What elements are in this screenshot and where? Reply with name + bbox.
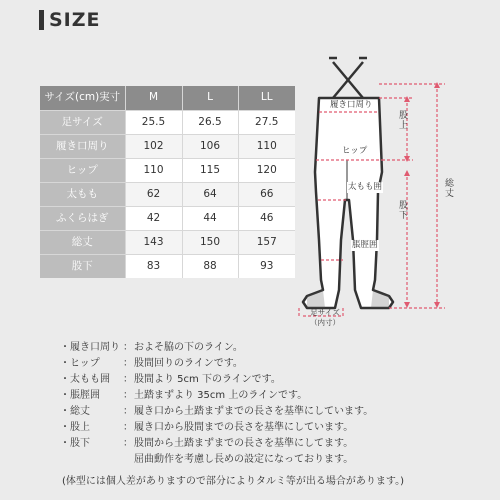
label-opening: 履き口周り	[330, 100, 373, 110]
size-table-row-label: 太もも	[40, 182, 125, 206]
size-table-cell: 62	[125, 182, 182, 206]
size-table-cell: 102	[125, 134, 182, 158]
label-total: 総丈	[443, 178, 453, 198]
size-table-cell: 115	[182, 158, 238, 182]
note-item	[60, 404, 490, 420]
note-extra: 屈曲動作を考慮し長めの設定になっております。	[134, 454, 354, 465]
size-table-column-header: M	[125, 86, 182, 110]
size-table-column-header: L	[182, 86, 238, 110]
size-table-row	[40, 230, 295, 254]
label-thigh: 太もも囲	[348, 182, 383, 192]
size-table-cell: 66	[238, 182, 295, 206]
wader-body-outline	[303, 98, 393, 308]
note-item	[60, 372, 490, 388]
note-colon: ：	[123, 374, 133, 385]
dimension-lines	[407, 84, 437, 306]
note-term: ・太もも囲	[60, 374, 110, 385]
size-table-cell: 150	[182, 230, 238, 254]
note-text: 履き口から股間までの長さを基準にしています。	[134, 422, 354, 433]
note-text: 股間から土踏まずまでの長さを基準にしてます。	[134, 438, 354, 449]
size-table-cell: 157	[238, 230, 295, 254]
label-inseam: 股下	[397, 200, 407, 220]
size-table-header-row	[40, 86, 295, 110]
note-term: ・ヒップ	[60, 358, 100, 369]
note-item	[60, 436, 490, 452]
size-table-row-label: 足サイズ	[40, 110, 125, 134]
note-colon: ：	[123, 406, 133, 417]
size-table-cell: 46	[238, 206, 295, 230]
size-table-cell: 143	[125, 230, 182, 254]
size-table-corner: サイズ(cm)実寸	[40, 86, 125, 110]
size-table-row-label: ヒップ	[40, 158, 125, 182]
note-item	[60, 420, 490, 436]
size-table-cell: 88	[182, 254, 238, 278]
suspender-straps	[329, 58, 367, 98]
size-table-cell: 120	[238, 158, 295, 182]
wader-illustration	[285, 40, 485, 340]
size-table-row	[40, 158, 295, 182]
note-colon: ：	[123, 358, 133, 369]
label-calf: 脹脛囲	[352, 240, 378, 250]
size-table-row	[40, 206, 295, 230]
note-text: およそ脇の下のライン。	[134, 342, 243, 353]
size-table-row-label: 履き口周り	[40, 134, 125, 158]
size-table-cell: 83	[125, 254, 182, 278]
note-term: ・総丈	[60, 406, 90, 417]
label-hip: ヒップ	[342, 146, 368, 156]
size-table-row	[40, 110, 295, 134]
note-colon: ：	[123, 390, 133, 401]
measurement-notes	[60, 340, 490, 468]
size-table-cell: 110	[238, 134, 295, 158]
header-accent-bar	[39, 10, 44, 30]
page-title: SIZE	[49, 9, 101, 31]
size-table-row-label: 股下	[40, 254, 125, 278]
note-colon: ：	[123, 438, 133, 449]
size-table-cell: 25.5	[125, 110, 182, 134]
note-term: ・履き口周り	[60, 342, 120, 353]
size-table-column-header: LL	[238, 86, 295, 110]
note-text: 土踏まずより 35cm 上のラインです。	[134, 390, 308, 401]
dimension-arrows	[404, 82, 440, 308]
note-term: ・脹脛囲	[60, 390, 100, 401]
note-colon: ：	[123, 342, 133, 353]
size-table-row-label: ふくらはぎ	[40, 206, 125, 230]
note-text: 股間回りのラインです。	[134, 358, 243, 369]
label-rise: 股上	[397, 110, 407, 130]
size-table-row	[40, 182, 295, 206]
note-item	[60, 388, 490, 404]
wader-diagram	[285, 40, 485, 340]
size-table-cell: 93	[238, 254, 295, 278]
note-bottom: (体型には個人差がありますので部分によりタルミ等が出る場合があります。)	[62, 476, 405, 487]
note-item	[60, 356, 490, 372]
note-text: 股間より 5cm 下のラインです。	[134, 374, 281, 385]
size-table-cell: 110	[125, 158, 182, 182]
size-table-row-label: 総丈	[40, 230, 125, 254]
size-table-cell: 106	[182, 134, 238, 158]
size-table-cell: 26.5	[182, 110, 238, 134]
note-colon: ：	[123, 422, 133, 433]
label-foot-size: 足サイズ （内寸）	[310, 308, 340, 327]
size-table-cell: 42	[125, 206, 182, 230]
note-term: ・股上	[60, 422, 90, 433]
size-table-row	[40, 254, 295, 278]
note-item	[60, 340, 490, 356]
note-text: 履き口から土踏まずまでの長さを基準にしています。	[134, 406, 374, 417]
size-table-cell: 44	[182, 206, 238, 230]
size-table	[40, 86, 295, 278]
note-term: ・股下	[60, 438, 90, 449]
size-table-cell: 64	[182, 182, 238, 206]
size-table-cell: 27.5	[238, 110, 295, 134]
size-table-row	[40, 134, 295, 158]
